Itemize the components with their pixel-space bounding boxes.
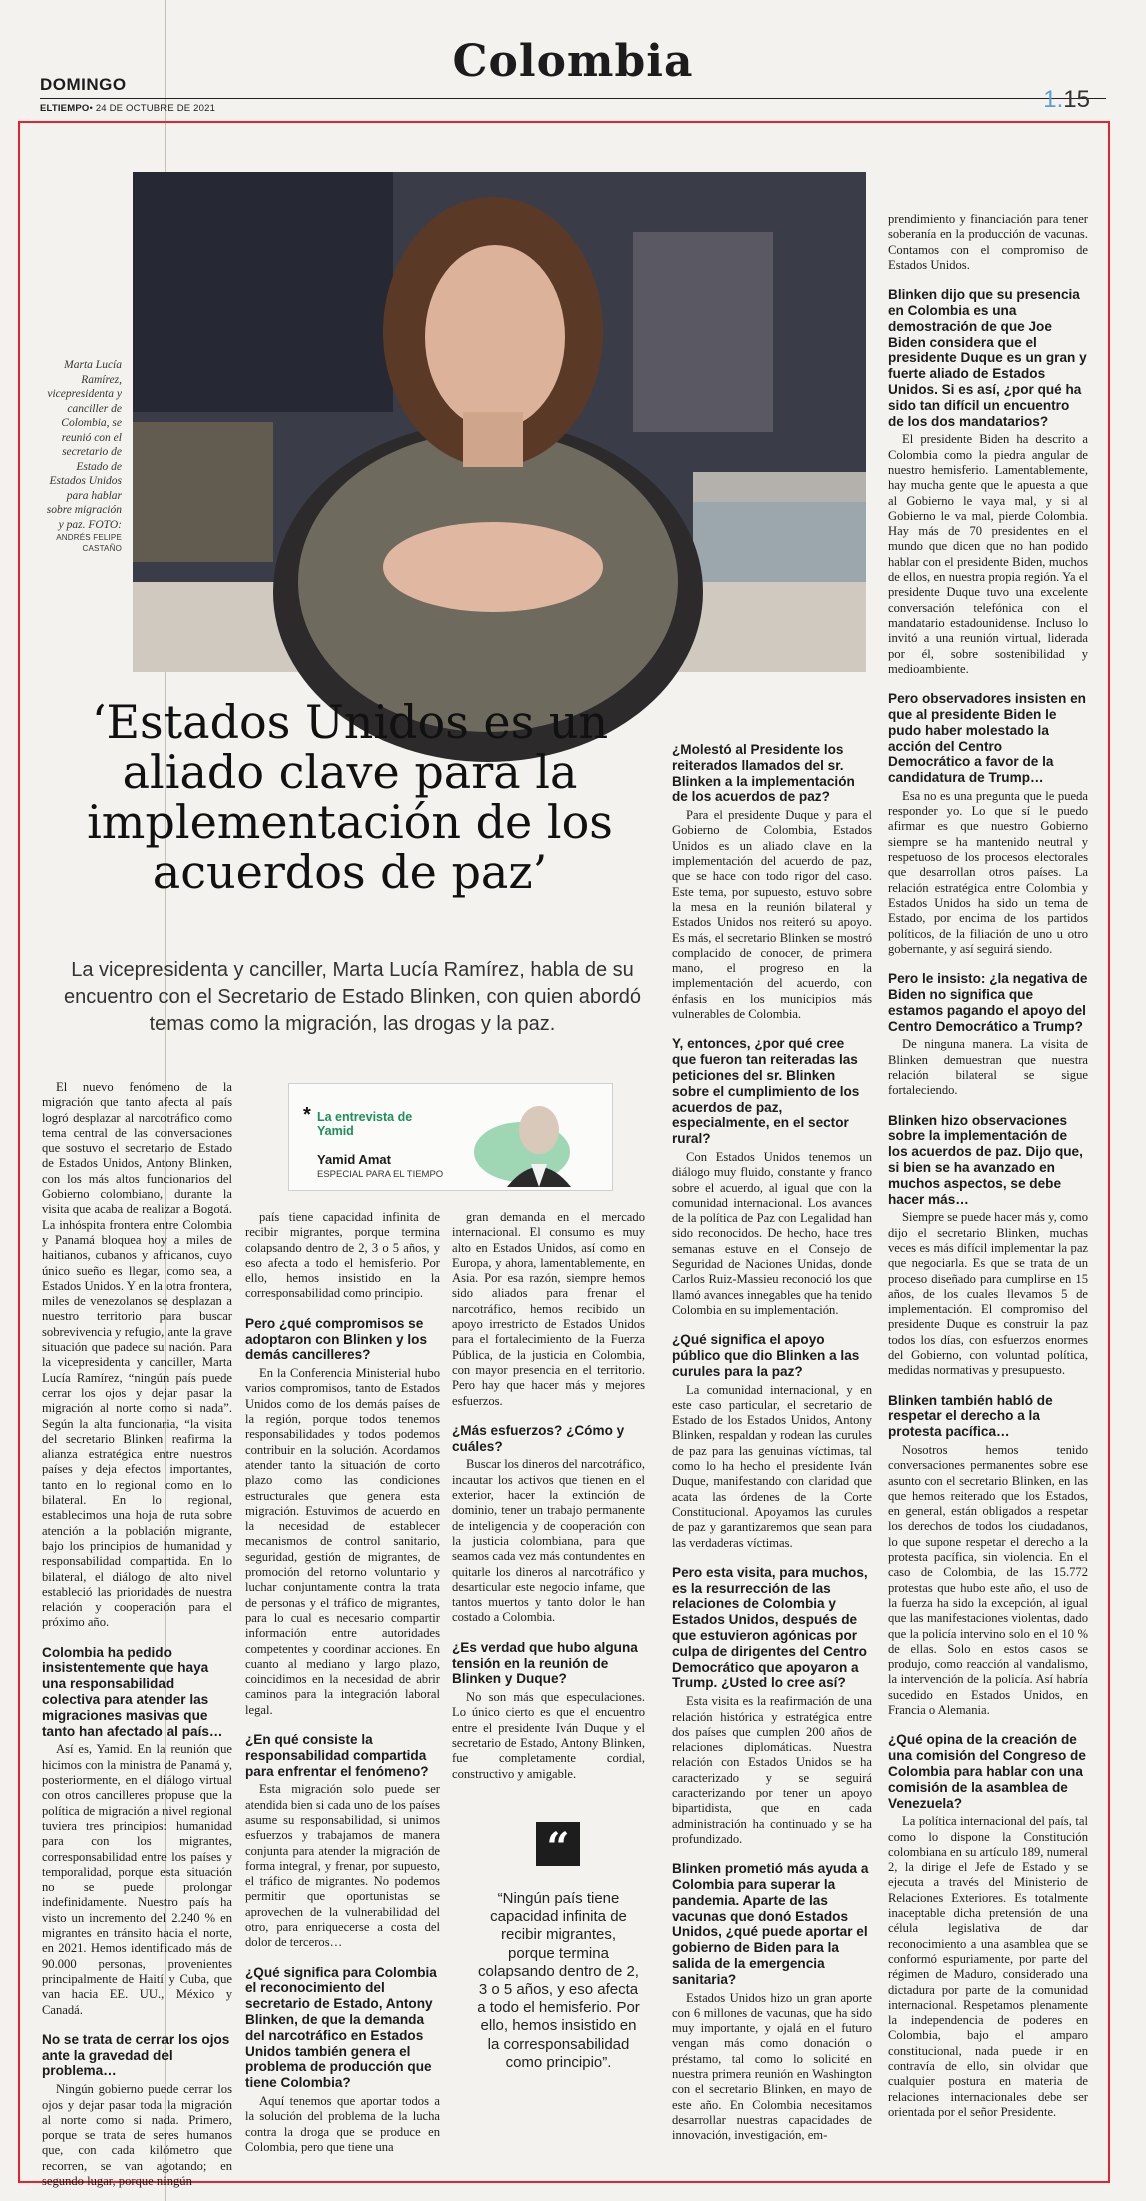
article-paragraph: Siempre se puede hacer más y, como dijo el secretario Blinken, muchas veces es más difícil implementar la paz que negociarla. Es que se trata de un proceso diseñado para cumplirse en 15 años, de los cuales llevamos 5 de implementación. El compromiso del presidente Duque es construir la paz todos los días, con esfuerzos enormes del Gobierno, con voluntad política, medidas normativas y presupuesto.: [888, 1210, 1088, 1378]
interview-question: Blinken también habló de respetar el derecho a la protesta pacífica…: [888, 1392, 1053, 1440]
author-portrait: [467, 1092, 597, 1187]
article-paragraph: Esta visita es la reafirmación de una relación histórica y estratégica entre dos países que cumplen 200 años de relaciones diplomáticas. Nuestra relación con Estados Unidos se ha caracterizado y se seguirá caracterizando por tener un apoyo bipartidista, que en cada administración ha continuado y se ha profundizado.: [672, 1694, 872, 1846]
article-paragraph: De ninguna manera. La visita de Blinken demuestran que nuestra relación bilateral se sigue fortaleciendo.: [888, 1037, 1088, 1098]
article-paragraph: prendimiento y financiación para tener soberanía en la producción de vacunas. Contamos con el compromiso de Estados Unidos.: [888, 212, 1088, 272]
interview-question: ¿En qué consiste la responsabilidad compartida para enfrentar el fenómeno?: [245, 1732, 429, 1779]
article-paragraph: Para el presidente Duque y para el Gobierno de Colombia, Estados Unidos es un aliado clave en la implementación del acuerdo de paz, que se hace con todo rigor del caso. Este tema, por supuesto, estuvo sobre la mesa en la reunión bilateral y Estados Unidos nos reiteró su apoyo. Es más, el secretario Blinken se mostró complacido de conocer, de primera mano, el progreso en la implementación del acuerdo, con énfasis en los municipios más vulnerables de Colombia.: [672, 808, 872, 1022]
article-column-5: [888, 212, 1088, 2165]
article-paragraph: Estados Unidos hizo un gran aporte con 6 millones de vacunas, que ha sido muy importante, y ojalá en el futuro vengan más como donación o préstamo, tal como lo solicité en nuestra primera reunión en Washington con el secretario Blinken, en mayo de este año. En Colombia necesitamos desarrollar nuestras capacidades de innovación, investigación, em-: [672, 1990, 872, 2143]
article-paragraph: Buscar los dineros del narcotráfico, incautar los activos que tienen en el exterior, hacer la extinción de dominio, tener un trabajo permanente de inteligencia y de cooperación con la justicia colombiana, para que seamos cada vez más contundentes en quitarle los dineros al narcotráfico y desarticular este negocio infame, que tantos muertos y tanto dolor le han costado a Colombia.: [452, 1457, 645, 1625]
article-column-1: [42, 1080, 232, 2188]
interview-question: Blinken dijo que su presencia en Colombia es una demostración de que Joe Biden considera que el presidente Duque es un gran y fuerte aliado de Estados Unidos. Si es así, ¿por qué ha sido tan difícil un encuentro de los dos mandatarios?: [888, 287, 1087, 429]
series-star: *: [303, 1104, 311, 1126]
photo-credit: ANDRÉS FELIPE CASTAÑO: [56, 533, 122, 553]
series-title: La entrevista de Yamid: [317, 1110, 413, 1138]
interview-question: ¿Más esfuerzos? ¿Cómo y cuáles?: [452, 1422, 625, 1454]
interview-question: ¿Qué opina de la creación de una comisión del Congreso de Colombia para hablar con una comisión de la asamblea de Venezuela?: [888, 1732, 1086, 1811]
article-paragraph: Con Estados Unidos tenemos un diálogo muy fluido, constante y franco sobre el acuerdo, al igual que con la comunidad internacional. Los avances de la política de Paz con Legalidad han sido reconocidos. De hecho, hace tres semanas estuve en el Consejo de Seguridad de Naciones Unidas, donde Carlos Ruiz-Massieu reconoció los que llamó avances innegables que ha tenido Colombia en su implementación.: [672, 1149, 872, 1317]
article-headline: ‘Estados Unidos es un aliado clave para la implementación de los acuerdos de paz’: [87, 695, 613, 899]
interview-question: Pero ¿qué compromisos se adoptaron con Blinken y los demás cancilleres?: [245, 1315, 428, 1363]
interview-question: Pero le insisto: ¿la negativa de Biden no significa que estamos pagando el apoyo del Centro Democrático a Trump?: [888, 971, 1088, 1034]
pull-quote: “Ningún país tiene capacidad infinita de recibir migrantes, porque termina colapsando dentro de 2, 3 o 5 años, y eso afecta a todo el hemisferio. Por ello, hemos insistido en la corresponsabilidad como principio”.: [477, 1890, 640, 2071]
article-paragraph: No son más que especulaciones. Lo único cierto es que el encuentro entre el presidente Iván Duque y el secretario de Estado, Antony Blinken, fue completamente cordial, constructivo y amigable.: [452, 1690, 645, 1781]
page-number-value: 15: [1063, 86, 1090, 113]
edition-date: [40, 103, 215, 114]
paper-name: ELTIEMPO: [40, 103, 90, 114]
interview-question: Y, entonces, ¿por qué cree que fueron tan reiteradas las peticiones del sr. Blinken sobre el cumplimiento de los acuerdos de paz, especialmente, en el sector rural?: [672, 1036, 860, 1147]
article-paragraph: Esa no es una pregunta que le pueda responder yo. Lo que sí le puedo afirmar es que nuestro Gobierno siempre se ha mantenido neutral y respetuoso de los procesos electorales que desarrollan otros países. La relación estratégica entre Colombia y Estados Unidos ha sido un tema de Estado, por encima de los partidos políticos, de la filiación de uno u otro gobernante, y así seguirá siendo.: [888, 788, 1088, 956]
section-title: Colombia: [452, 36, 694, 87]
interview-question: ¿Molestó al Presidente los reiterados llamados del sr. Blinken a la implementación de los acuerdos de paz?: [672, 742, 855, 805]
article-deck: La vicepresidenta y canciller, Marta Lucía Ramírez, habla de su encuentro con el Secretario de Estado Blinken, con quien abordó temas como la migración, las drogas y la paz.: [63, 959, 642, 1035]
author-role: ESPECIAL PARA EL TIEMPO: [317, 1169, 444, 1180]
photo-caption: [40, 358, 122, 554]
interview-question: ¿Qué significa el apoyo público que dio Blinken a las curules para la paz?: [672, 1332, 860, 1379]
interview-question: Pero esta visita, para muchos, es la resurrección de las relaciones de Colombia y Estados Unidos, después de que estuvieron agónicas por culpa de dirigentes del Centro Democrático que apoyaron a Trump. ¿Usted lo cree así?: [672, 1564, 868, 1691]
article-paragraph: Aquí tenemos que aportar todos a la solución del problema de la lucha contra la droga que se produce en Colombia, pero que tiene una: [245, 2094, 440, 2154]
header-rule: [40, 98, 1106, 99]
article-paragraph: Así es, Yamid. En la reunión que hicimos con la ministra de Panamá y, posteriormente, en el diálogo virtual con otros cancilleres propuse que la política de migración a nivel regional tuviera tres principios: humanidad para con los migrantes, corresponsabilidad entre los países y temporalidad, porque esta situación no se puede prolongar indefinidamente. Nuestro país ha visto un incremento del 2.240 % en migrantes en tránsito hacia el norte, en 2021. Hemos identificado más de 90.000 personas, provenientes principalmente de Haití y Cuba, que van hacia EE. UU., México y Canadá.: [42, 1742, 232, 2017]
page-prefix: 1.: [1043, 86, 1064, 113]
article-paragraph: La política internacional del país, tal como lo dispone la Constitución colombiana en su artículo 189, numeral 2, la dirige el Jefe de Estado y se ejecuta a través del Ministerio de Relaciones Exteriores. Es totalmente inaceptable dicha pretensión de una célula legislativa de dar reconocimiento a una asamblea que se conformó espuriamente, por parte del régimen de Maduro, considerado una dictadura por parte de la comunidad internacional. Respetamos plenamente la independencia de poderes en Colombia, bajo el amparo constitucional, nada puede ir en contravía de ello, sin olvidar que cualquier postura en materia de relaciones internacionales debe ser orientada por el señor Presidente.: [888, 1814, 1088, 2119]
article-paragraph: Esta migración solo puede ser atendida bien si cada uno de los países asume su responsabilidad, si unimos esfuerzos y trabajamos de manera conjunta para atender la migración de forma integral, y frenar, por supuesto, el tráfico de migrantes. No podemos permitir que oportunistas se aprovechen de la vulnerabilidad del otro, para enriquecerse a costa del dolor de terceros…: [245, 1782, 440, 1950]
article-column-2: [245, 1210, 440, 2165]
edition-day: DOMINGO: [40, 75, 127, 94]
article-column-3: [452, 1210, 645, 1780]
byline-box: [288, 1083, 613, 1191]
author-name: Yamid Amat: [317, 1152, 391, 1167]
interview-question: ¿Qué significa para Colombia el reconocimiento del secretario de Estado, Antony Blinken, de que la demanda del narcotráfico en Estados Unidos también genera el problema de producción que tiene Colombia?: [245, 1964, 437, 2091]
interview-question: Colombia ha pedido insistentemente que haya una responsabilidad colectiva para atender las migraciones masivas que tanto han afectado al país…: [42, 1644, 223, 1739]
article-paragraph: Nosotros hemos tenido conversaciones permanentes sobre ese asunto con el secretario Blinken, en las que hemos reiterado que los Estados, en general, están obligados a respetar los derechos de todos los ciudadanos, lo que supone respetar el derecho a la protesta pacífica, sin violencia. En el caso de Colombia, de las 15.772 protestas que hubo este año, el uso de la fuerza ha sido la excepción, al igual que las manifestaciones violentas, dado que la policía intervino solo en el 10 % de ellas. Solo en estos casos se produjo, como reacción al vandalismo, la intervención de la policía. Así habría sucedido en Estados Unidos, en Francia o Alemania.: [888, 1442, 1088, 1718]
article-paragraph: El nuevo fenómeno de la migración que tanto afecta al país logró desplazar al narcotráfico como tema central de las conversaciones que sostuvo el secretario de Estado de Estados Unidos, Antony Blinken, con los más altos funcionarios del Gobierno colombiano, durante la visita que acaba de realizar a Bogotá. La inhóspita frontera entre Colombia y Panamá bloquea hoy a miles de haitianos, cubanos y africanos, cuyo único sueño es llegar, como sea, a Estados Unidos. Y en la otra frontera, miles de venezolanos se desplazan a nuestro territorio para buscar sobrevivencia y refugio, ante la grave situación que padece su nación. Para la vicepresidenta y canciller, Marta Lucía Ramírez, “ningún país puede cerrar los ojos y dejar pasar la migración al norte como si nada”. Según la alta funcionaria, “la visita del secretario Blinken reafirma la alianza estratégica entre nuestros países y deja efectos importantes, tanto en lo regional como en lo bilateral. En lo regional, establecimos una hoja de ruta sobre atención a la población migrante, bajo los principios de humanidad y responsabilidad compartida. En lo bilateral, el diálogo de alto nivel estableció las prioridades de nuestra relación y cooperación para el próximo año.: [42, 1080, 232, 1630]
quote-mark-icon: “: [536, 1822, 580, 1866]
interview-question: No se trata de cerrar los ojos ante la gravedad del problema…: [42, 2031, 230, 2079]
article-paragraph: El presidente Biden ha descrito a Colombia como la piedra angular de nuestro hemisferio. Lamentablemente, hay mucha gente que le apuesta a que al Gobierno le vaya mal, y si al Gobierno le va mal, pierde Colombia. Hay más de 70 presidentes en el mundo que dicen que no han podido hablar con el presidente Biden, muchos de ellos, en nuestra propia región. Ya el presidente Duque tuvo una excelente conversación telefónica con el mandatario estadounidense. Incluso lo invitó a una reunión virtual, liderada por él, sobre sostenibilidad y medioambiente.: [888, 432, 1088, 676]
article-paragraph: país tiene capacidad infinita de recibir migrantes, porque termina colapsando dentro de 2, 3 o 5 años, y eso afecta a todo el hemisferio. Por ello, hemos insistido en la corresponsabilidad como principio.: [245, 1210, 440, 1301]
article-paragraph: La comunidad internacional, y en este caso particular, el secretario de Estado de los Estados Unidos, Antony Blinken, respaldan y rodean las curules de paz para las genuinas víctimas, tal como lo ha hecho el presidente Iván Duque, manifestando con claridad que acata las órdenes de la Corte Constitucional. Apoyamos las curules de paz y garantizaremos que sean para las verdaderas víctimas.: [672, 1382, 872, 1550]
photo-illustration: [133, 172, 866, 672]
page-number: [1043, 86, 1090, 114]
article-paragraph: En la Conferencia Ministerial hubo varios compromisos, tanto de Estados Unidos como de los demás países de la región, porque todos tenemos responsabilidades y todos podemos contribuir en la solución. Acordamos atender tanto la situación de corto plazo como las condiciones estructurales que genera esta migración. Estuvimos de acuerdo en la necesidad de establecer mecanismos de control sanitario, seguridad, gestión de migrantes, de promoción del retorno voluntario y luchar conjuntamente contra la trata de personas y el tráfico de migrantes, para lo cual es necesario compartir información entre autoridades competentes y coordinar acciones. En cuanto al mediano y largo plazo, coincidimos en la necesidad de abrir caminos para la integración laboral legal.: [245, 1366, 440, 1717]
interview-question: Blinken hizo observaciones sobre la implementación de los acuerdos de paz. Dijo que, si bien se ha avanzado en muchos aspectos, se debe hacer más…: [888, 1112, 1083, 1207]
date-text: • 24 DE OCTUBRE DE 2021: [89, 103, 216, 114]
caption-text: Marta Lucía Ramírez, vicepresidenta y canciller de Colombia, se reunió con el secretario de Estado de Estados Unidos para hablar sobre migración y paz. FOTO:: [46, 359, 122, 531]
article-photo: [133, 172, 866, 672]
interview-question: ¿Es verdad que hubo alguna tensión en la reunión de Blinken y Duque?: [452, 1639, 638, 1687]
article-paragraph: Ningún gobierno puede cerrar los ojos y dejar pasar toda la migración al norte como si nada. Primero, porque se trata de seres humanos que, con cada kilómetro que recorren, se van agotando; en segundo lugar, porque ningún: [42, 2082, 232, 2188]
interview-question: Pero observadores insisten en que al presidente Biden le pudo haber molestado la acción del Centro Democrático a favor de la candidatura de Trump…: [888, 691, 1086, 786]
article-column-4: [672, 742, 872, 2167]
article-paragraph: gran demanda en el mercado internacional. El consumo es muy alto en Estados Unidos, así como en Europa, y ahora, lamentablemente, en Asia. Por esa razón, siempre hemos sido aliados para frenar el narcotráfico, hemos recibido un apoyo irrestricto de Estados Unidos para el fortalecimiento de la Fuerza Pública, de la justicia en Colombia, con mayor presencia en el territorio. Pero hay que hacer más y mejores esfuerzos.: [452, 1210, 645, 1408]
interview-question: Blinken prometió más ayuda a Colombia para superar la pandemia. Aparte de las vacunas que donó Estados Unidos, ¿qué puede aportar el gobierno de Biden para la salida de la emergencia sanitaria?: [672, 1861, 869, 1987]
